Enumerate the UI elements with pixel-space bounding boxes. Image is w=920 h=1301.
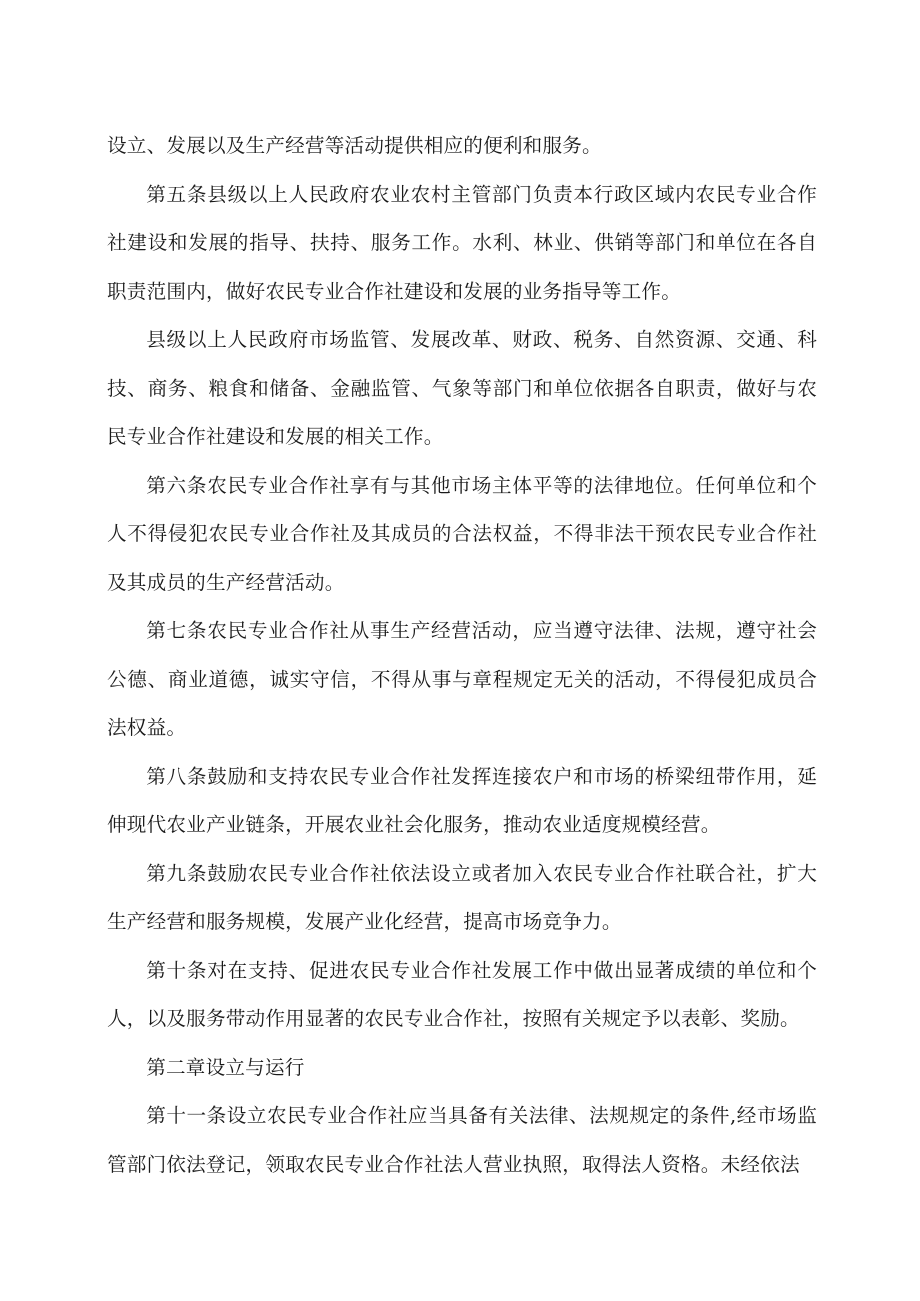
paragraph-article-5: 第五条县级以上人民政府农业农村主管部门负责本行政区域内农民专业合作社建设和发展的指导、扶持、服务工作。水利、林业、供销等部门和单位在各自职责范围内，做好农民专业合作社建设和发展的业务指导等工作。 [107,182,817,303]
paragraph-continuation: 设立、发展以及生产经营等活动提供相应的便利和服务。 [107,134,602,157]
document-body [107,122,817,1189]
chapter-heading: 第二章设立与运行 [146,1055,305,1079]
paragraph-article-10: 第十条对在支持、促进农民专业合作社发展工作中做出显著成绩的单位和个人，以及服务带动作用显著的农民专业合作社，按照有关规定予以表彰、奖励。 [107,958,817,1030]
paragraph-article-5-cont: 县级以上人民政府市场监管、发展改革、财政、税务、自然资源、交通、科技、商务、粮食和储备、金融监管、气象等部门和单位依据各自职责，做好与农民专业合作社建设和发展的相关工作。 [107,328,817,448]
paragraph-article-9: 第九条鼓励农民专业合作社依法设立或者加入农民专业合作社联合社，扩大生产经营和服务规模，发展产业化经营，提高市场竞争力。 [107,861,817,933]
paragraph-article-7: 第七条农民专业合作社从事生产经营活动，应当遵守法律、法规，遵守社会公德、商业道德，诚实守信，不得从事与章程规定无关的活动，不得侵犯成员合法权益。 [107,619,817,739]
paragraph-article-8: 第八条鼓励和支持农民专业合作社发挥连接农户和市场的桥梁纽带作用，延伸现代农业产业链条，开展农业社会化服务，推动农业适度规模经营。 [107,764,817,836]
paragraph-article-11: 第十一条设立农民专业合作社应当具备有关法律、法规规定的条件,经市场监管部门依法登记，领取农民专业合作社法人营业执照，取得法人资格。未经依法 [107,1104,817,1176]
paragraph-article-6: 第六条农民专业合作社享有与其他市场主体平等的法律地位。任何单位和个人不得侵犯农民专业合作社及其成员的合法权益，不得非法干预农民专业合作社及其成员的生产经营活动。 [107,473,817,594]
